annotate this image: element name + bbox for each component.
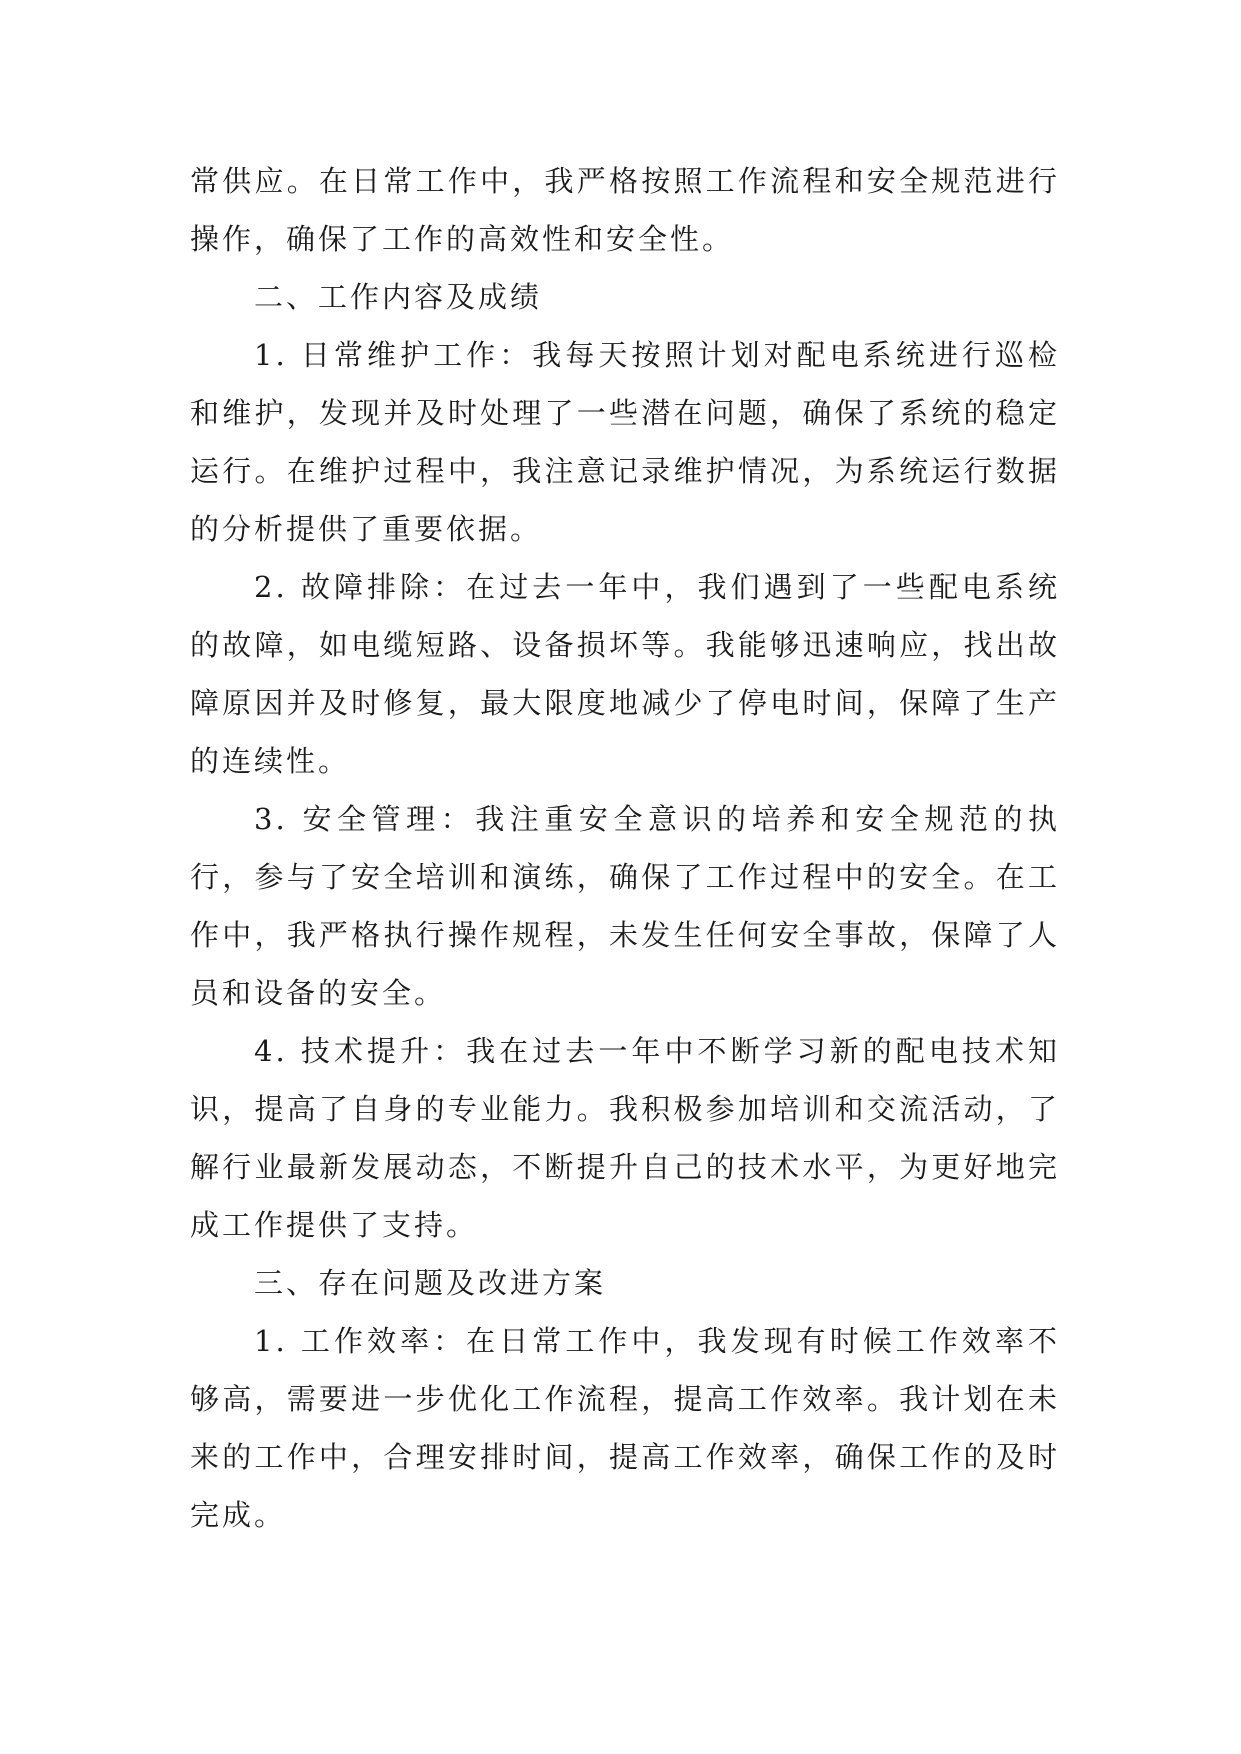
document-body <box>190 152 1060 1544</box>
paragraph-continuation: 常供应。在日常工作中，我严格按照工作流程和安全规范进行操作，确保了工作的高效性和安全性。 <box>190 164 1060 256</box>
paragraph-fault-removal: 2. 故障排除：在过去一年中，我们遇到了一些配电系统的故障，如电缆短路、设备损坏等。我能够迅速响应，找出故障原因并及时修复，最大限度地减少了停电时间，保障了生产的连续性。 <box>190 570 1060 778</box>
section-heading-work-content: 二、工作内容及成绩 <box>254 280 543 314</box>
paragraph-daily-maintenance: 1. 日常维护工作：我每天按照计划对配电系统进行巡检和维护，发现并及时处理了一些潜在问题，确保了系统的稳定运行。在维护过程中，我注意记录维护情况，为系统运行数据的分析提供了重要依据。 <box>190 338 1060 546</box>
section-heading-problems: 三、存在问题及改进方案 <box>254 1266 607 1300</box>
paragraph-technical-improvement: 4. 技术提升：我在过去一年中不断学习新的配电技术知识，提高了自身的专业能力。我积极参加培训和交流活动，了解行业最新发展动态，不断提升自己的技术水平，为更好地完成工作提供了支持。 <box>190 1034 1060 1242</box>
paragraph-work-efficiency: 1. 工作效率：在日常工作中，我发现有时候工作效率不够高，需要进一步优化工作流程，提高工作效率。我计划在未来的工作中，合理安排时间，提高工作效率，确保工作的及时完成。 <box>190 1324 1060 1532</box>
paragraph-safety-management: 3. 安全管理：我注重安全意识的培养和安全规范的执行，参与了安全培训和演练，确保了工作过程中的安全。在工作中，我严格执行操作规程，未发生任何安全事故，保障了人员和设备的安全。 <box>190 802 1060 1010</box>
